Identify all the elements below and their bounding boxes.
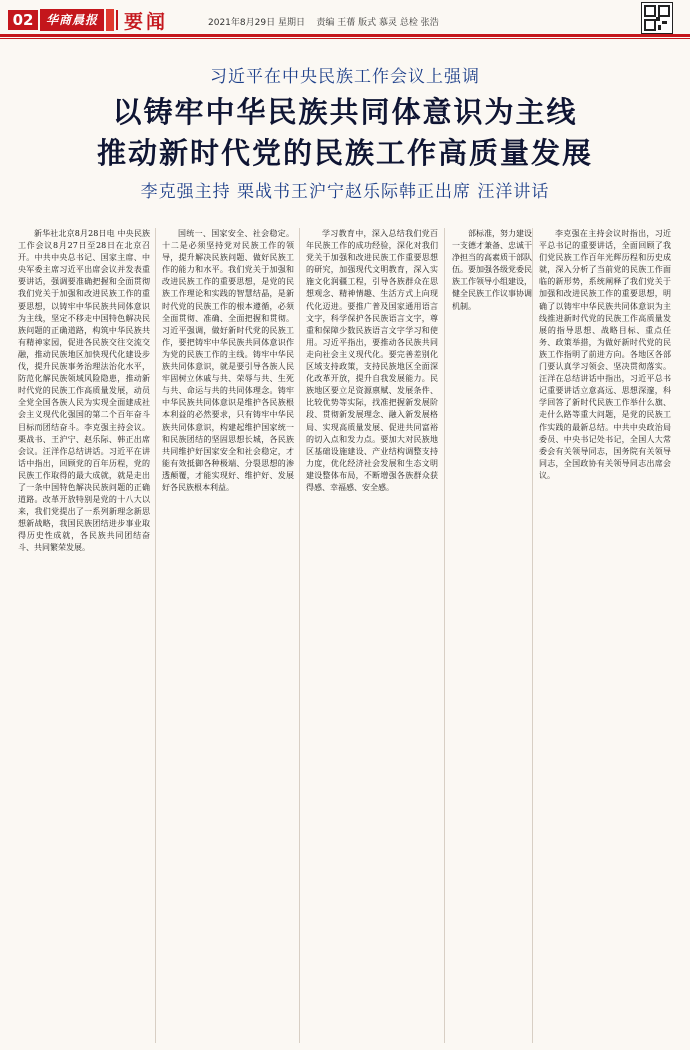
date-and-editors <box>208 15 439 28</box>
header-rule-thin <box>0 38 690 39</box>
column-divider <box>444 228 445 1043</box>
article-kicker: 习近平在中央民族工作会议上强调 <box>210 67 480 87</box>
qr-code-icon[interactable] <box>641 2 673 34</box>
headline-line-2: 推动新时代党的民族工作高质量发展 <box>96 136 593 170</box>
column-2-text: 国统一、国家安全、社会稳定。十二是必须坚持党对民族工作的领导，提升解决民族问题、做好民族工作的能力和水平。我们党关于加强和改进民族工作的重要思想，是党的民族工作理论和实践的智慧结晶，是新时代党的民族工作的根本遵循，必须全面贯彻、准确、全面把握和贯彻。习近平强调，做好新时代党的民族工作，要把铸牢中华民族共同体意识作为党的民族工作的主线。铸牢中华民族共同体意识，就是要引导各族人民牢固树立休戚与共、荣辱与共、生死与共、命运与共的共同体理念。铸牢中华民族共同体意识是维护各民族根本利益的必然要求，只有铸牢中华民族共同体意识，构建起维护国家统一和民族团结的坚固思想长城，各民族共同维护好国家安全和社会稳定，才能有效抵御各种极端、分裂思想的渗透颠覆，才能实现好、维护好、发展好各民族根本利益。 <box>162 229 294 492</box>
logo-flag-icon <box>106 9 114 31</box>
body-column-4 <box>452 228 532 1043</box>
header-rule <box>0 34 690 37</box>
headline-line-1: 以铸牢中华民族共同体意识为主线 <box>112 95 578 129</box>
body-column-3 <box>306 228 438 1043</box>
body-column-2 <box>162 228 294 1043</box>
page-number: 02 <box>8 10 38 30</box>
column-divider <box>155 228 156 1043</box>
masthead <box>0 0 690 34</box>
article-subhead: 李克强主持 栗战书王沪宁赵乐际韩正出席 汪洋讲话 <box>140 182 550 202</box>
column-5-text: 李克强在主持会议时指出，习近平总书记的重要讲话，全面回顾了我们党民族工作百年光辉历程和历史成就，深入分析了当前党的民族工作面临的新形势，系统阐释了我们党关于加强和改进民族工作的重要思想，明确了以铸牢中华民族共同体意识为主线推进新时代党的民族工作高质量发展的指导思想、战略目标、重点任务、政策举措，为做好新时代党的民族工作指明了前进方向。各地区各部门要认真学习领会、坚决贯彻落实。汪洋在总结讲话中指出，习近平总书记重要讲话立意高远、思想深邃，科学回答了新时代民族工作举什么旗、走什么路等重大问题，是党的民族工作实践的最新总结。中共中央政治局委员、中央书记处书记，全国人大常委会有关领导同志，国务院有关领导同志，全国政协有关领导同志出席会议。 <box>539 229 671 480</box>
column-divider <box>532 228 533 1043</box>
column-3-text: 学习教育中，深入总结我们党百年民族工作的成功经验，深化对我们党关于加强和改进民族工作重要思想的研究，加强现代文明教育，深入实施文化润疆工程，引导各族群众在思想观念、精神情趣、生活方式上向现代化迈进。要推广普及国家通用语言文字，科学保护各民族语言文字，尊重和保障少数民族语言文字学习和使用。习近平指出，要推动各民族共同走向社会主义现代化。要完善差别化区域支持政策，支持民族地区全面深化改革开放，提升自我发展能力。民族地区要立足资源禀赋、发展条件、比较优势等实际，找准把握新发展阶段、贯彻新发展理念、融入新发展格局、实现高质量发展、促进共同富裕的切入点和发力点。要加大对民族地区基础设施建设、产业结构调整支持力度，优化经济社会发展和生态文明建设整体布局，不断增强各族群众获得感、幸福感、安全感。 <box>306 229 438 492</box>
column-4-text: 部标准，努力建设一支德才兼备、忠诚干净担当的高素质干部队伍。要加强各级党委民族工作领导小组建设，健全民族工作议事协调机制。 <box>452 229 532 311</box>
section-title: 要闻 <box>124 11 169 33</box>
column-divider <box>299 228 300 1043</box>
body-column-1 <box>18 228 150 1043</box>
paper-logo: 华商晨报 <box>40 9 104 31</box>
section-divider <box>116 10 118 30</box>
article-body <box>0 228 690 1043</box>
date-line: 2021年8月29日 星期日 <box>208 18 305 28</box>
body-column-5 <box>539 228 671 1043</box>
column-1-text: 新华社北京8月28日电 中央民族工作会议8月27日至28日在北京召开。中共中央总书记、国家主席、中央军委主席习近平出席会议并发表重要讲话，强调要准确把握和全面贯彻我们党关于加强和改进民族工作的重要思想，以铸牢中华民族共同体意识为主线，坚定不移走中国特色解决民族问题的正确道路，构筑中华民族共有精神家园，促进各民族交往交流交融，推动民族地区加快现代化建设步伐，提升民族事务治理法治化水平，防范化解民族领域风险隐患，推动新时代党的民族工作高质量发展，动员全党全国各族人民为实现全面建成社会主义现代化强国的第二个百年奋斗目标而团结奋斗。李克强主持会议。栗战书、王沪宁、赵乐际、韩正出席会议。汪洋作总结讲话。习近平在讲话中指出，回顾党的百年历程，党的民族工作取得的最大成就，就是走出了一条中国特色解决民族问题的正确道路。改革开放特别是党的十八大以来，我们党提出了一系列新理念新思想新战略，我国民族团结进步事业取得历史性成就，各民族共同团结奋斗、共同繁荣发展。 <box>18 229 150 553</box>
editors-line: 责编 王蒨 版式 慕灵 总检 张浩 <box>316 18 439 28</box>
